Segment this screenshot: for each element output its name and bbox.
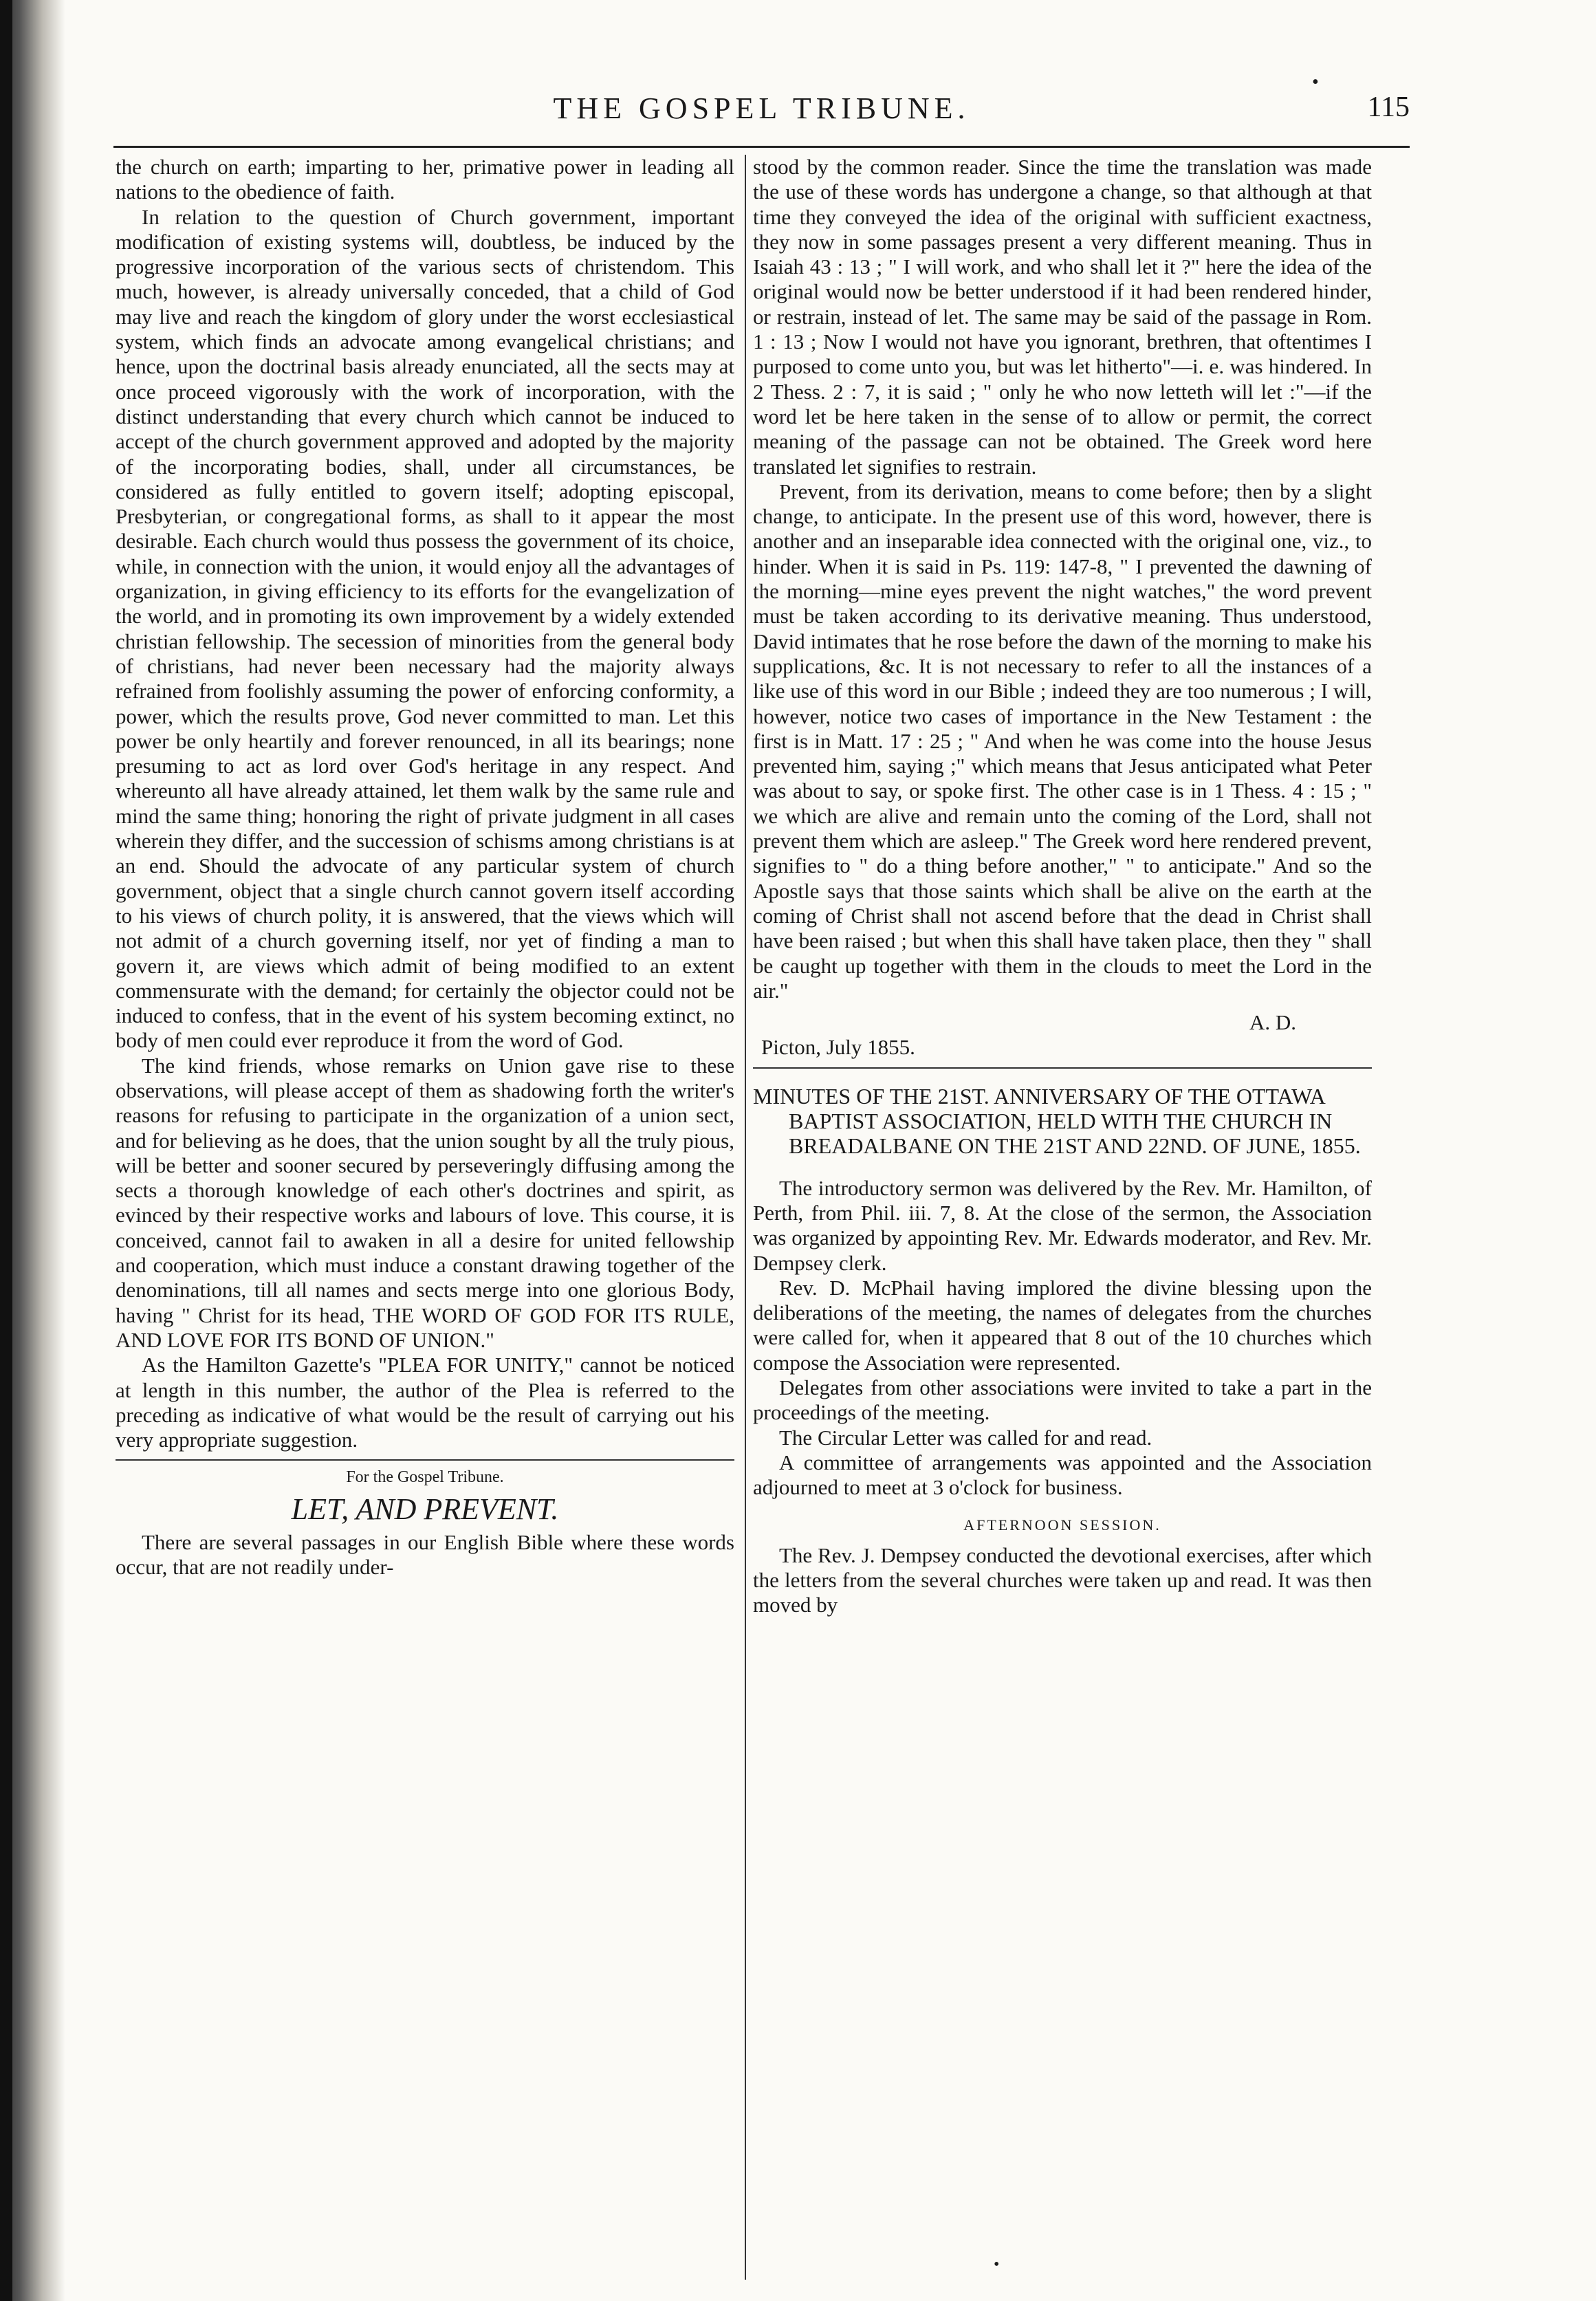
minutes-paragraph: Rev. D. McPhail having implored the divine blessing upon the deliberations of the meeting, the names of delegates from the churches were called for, when it appeared that 8 out of the 10 churches which compose the Association were represented. [753, 1275, 1372, 1375]
afternoon-session-heading: AFTERNOON SESSION. [963, 1516, 1161, 1534]
right-column [753, 155, 1372, 1618]
minutes-paragraph: A committee of arrangements was appointed and the Association adjourned to meet at 3 o'clock for business. [753, 1450, 1372, 1500]
footer-mark: • [994, 2256, 1000, 2273]
minutes-heading [753, 1084, 1372, 1158]
column-divider [745, 155, 746, 2280]
prevent-paragraph: Prevent, from its derivation, means to come before; then by a slight change, to anticipate. In the present use of this word, however, there is another and an inseparable idea connected with the original one, viz., to hinder. When it is said in Ps. 119: 147-8, " I prevented the dawning of the morning—mine eyes prevent the night watches," the word prevent must be taken according to its derivative meaning. Thus understood, David intimates that he rose before the dawn of the morning to make his supplications, &c. It is not necessary to refer to all the instances of a like use of this word in our Bible ; indeed they are too numerous ; I will, however, notice two cases of importance in the New Testament : the first is in Matt. 17 : 25 ; " And when he was come into the house Jesus prevented him, saying ;" which means that Jesus anticipated what Peter was about to say, or spoke first. The other case is in 1 Thess. 4 : 15 ; " we which are alive and remain unto the coming of the Lord, shall not prevent them which are asleep." The Greek word here rendered prevent, signifies to " do a thing before another," " to anticipate." And so the Apostle says that those saints which shall be alive on the earth at the coming of Christ shall not ascend before that the dead in Christ shall have been raised ; but when this shall have taken place, then they " shall be caught up together with them in the clouds to meet the Lord in the air." [753, 479, 1372, 1003]
ink-speck: • [1312, 72, 1319, 93]
article-separator [116, 1459, 734, 1461]
church-government-paragraph: In relation to the question of Church government, important modification of existing systems will, doubtless, be induced by the progressive incorporation of the various sects of christendom. This much, however, is already universally conceded, that a child of God may live and reach the kingdom of glory under the worst ecclesiastical system, which finds an advocate among evangelical christians; and hence, upon the doctrinal basis already enunciated, all the sects may at once proceed vigorously with the work of incorporation, with the distinct understanding that every church which cannot be induced to accept of the church government approved and adopted by the majority of the incorporating bodies, shall, under all circumstances, be considered as fully entitled to govern itself; adopting episcopal, Presbyterian, or congregational forms, as shall to it appear the most desirable. Each church would thus possess the government of its choice, while, in connection with the union, it would enjoy all the advantages of organization, in giving efficiency to its efforts for the evangelization of the world, and in promoting its own improvement by a widely extended christian fellowship. The secession of minorities from the general body of christians, had never been necessary had the majority always refrained from foolishly assuming the power of enforcing conformity, a power, which the results prove, God never committed to man. Let this power be only heartily and forever renounced, in all its bearings; none presuming to act as lord over God's heritage in any respect. And whereunto all have already attained, let them walk by the same rule and mind the same thing; honoring the right of private judgment in all cases wherein they differ, and the succession of schisms among christians is at an end. Should the advocate of any particular system of church government, object that a single church cannot govern itself according to his views of church polity, it is answered, that the views which will not admit of a church governing itself, nor yet of finding a man to govern it, are views which admit of being modified to an extent commensurate with the demand; for certainly the objector could not be induced to confess, that in the event of his system becoming extinct, no body of men could ever reproduce it from the word of God. [116, 204, 734, 1053]
minutes-paragraph: The introductory sermon was delivered by the Rev. Mr. Hamilton, of Perth, from Phil. iii. 7, 8. At the close of the sermon, the Association was organized by appointing Rev. Mr. Edwards moderator, and Rev. Mr. Dempsey clerk. [753, 1175, 1372, 1275]
left-column [116, 155, 734, 1580]
dateline: Picton, July 1855. [761, 1035, 915, 1060]
plea-paragraph: As the Hamilton Gazette's "PLEA FOR UNITY," cannot be noticed at length in this number, the author of the Plea is referred to the preceding as indicative of what would be the result of carrying out his very appropriate suggestion. [116, 1353, 734, 1452]
article-opening-paragraph: There are several passages in our English Bible where these words occur, that are not readily under- [116, 1529, 734, 1580]
minutes-heading-text: MINUTES OF THE 21ST. ANNIVERSARY OF THE OTTAWA BAPTIST ASSOCIATION, HELD WITH THE CHURCH IN BREADALBANE ON THE 21ST AND 22ND. OF JUNE, 1855. [753, 1083, 1361, 1158]
minutes-paragraph: Delegates from other associations were invited to take a part in the proceedings of the meeting. [753, 1375, 1372, 1425]
minutes-paragraph: The Circular Letter was called for and read. [779, 1425, 1152, 1450]
continued-paragraph: the church on earth; imparting to her, primative power in leading all nations to the obedience of faith. [116, 155, 734, 204]
union-paragraph: The kind friends, whose remarks on Union gave rise to these observations, will please accept of them as shadowing forth the writer's reasons for refusing to participate in the organization of a union sect, and for believing as he does, that the union sought by all the truly pious, will be better and sooner secured by perseveringly diffusing among the sects a thorough knowledge of each other's doctrines and spirit, as evinced by their respective works and labours of love. This course, it is conceived, cannot fail to awaken in all a desire for united fellowship and cooperation, which must induce a constant drawing together of the denominations, till all names and sects merge into one glorious Body, having " Christ for its head, THE WORD OF GOD FOR ITS RULE, AND LOVE FOR ITS BOND OF UNION." [116, 1053, 734, 1352]
article-title: LET, AND PREVENT. [291, 1492, 559, 1526]
binding-shadow [0, 0, 12, 2301]
publication-title: THE GOSPEL TRIBUNE. [553, 91, 970, 125]
page-number: 115 [1367, 91, 1410, 123]
header-rule [113, 146, 1410, 148]
afternoon-paragraph: The Rev. J. Dempsey conducted the devotional exercises, after which the letters from the several churches were taken up and read. It was then moved by [753, 1542, 1372, 1617]
article-separator [753, 1067, 1372, 1069]
running-head [113, 91, 1410, 139]
let-paragraph: stood by the common reader. Since the time the translation was made the use of these words has undergone a change, so that although at that time they conveyed the idea of the original with sufficient exactness, they now in some passages present a very different meaning. Thus in Isaiah 43 : 13 ; " I will work, and who shall let it ?" here the idea of the original would now be better understood if it had been rendered hinder, or restrain, instead of let. The same may be said of the passage in Rom. 1 : 13 ; Now I would not have you ignorant, brethren, that oftentimes I purposed to come unto you, but was let hitherto"—i. e. was hindered. In 2 Thess. 2 : 7, it is said ; " only he who now letteth will let :"—if the word let be here taken in the sense of to allow or permit, the correct meaning of the passage can not be obtained. The Greek word here translated let signifies to restrain. [753, 155, 1372, 479]
author-signature: A. D. [1249, 1010, 1296, 1035]
article-attribution: For the Gospel Tribune. [346, 1468, 504, 1487]
